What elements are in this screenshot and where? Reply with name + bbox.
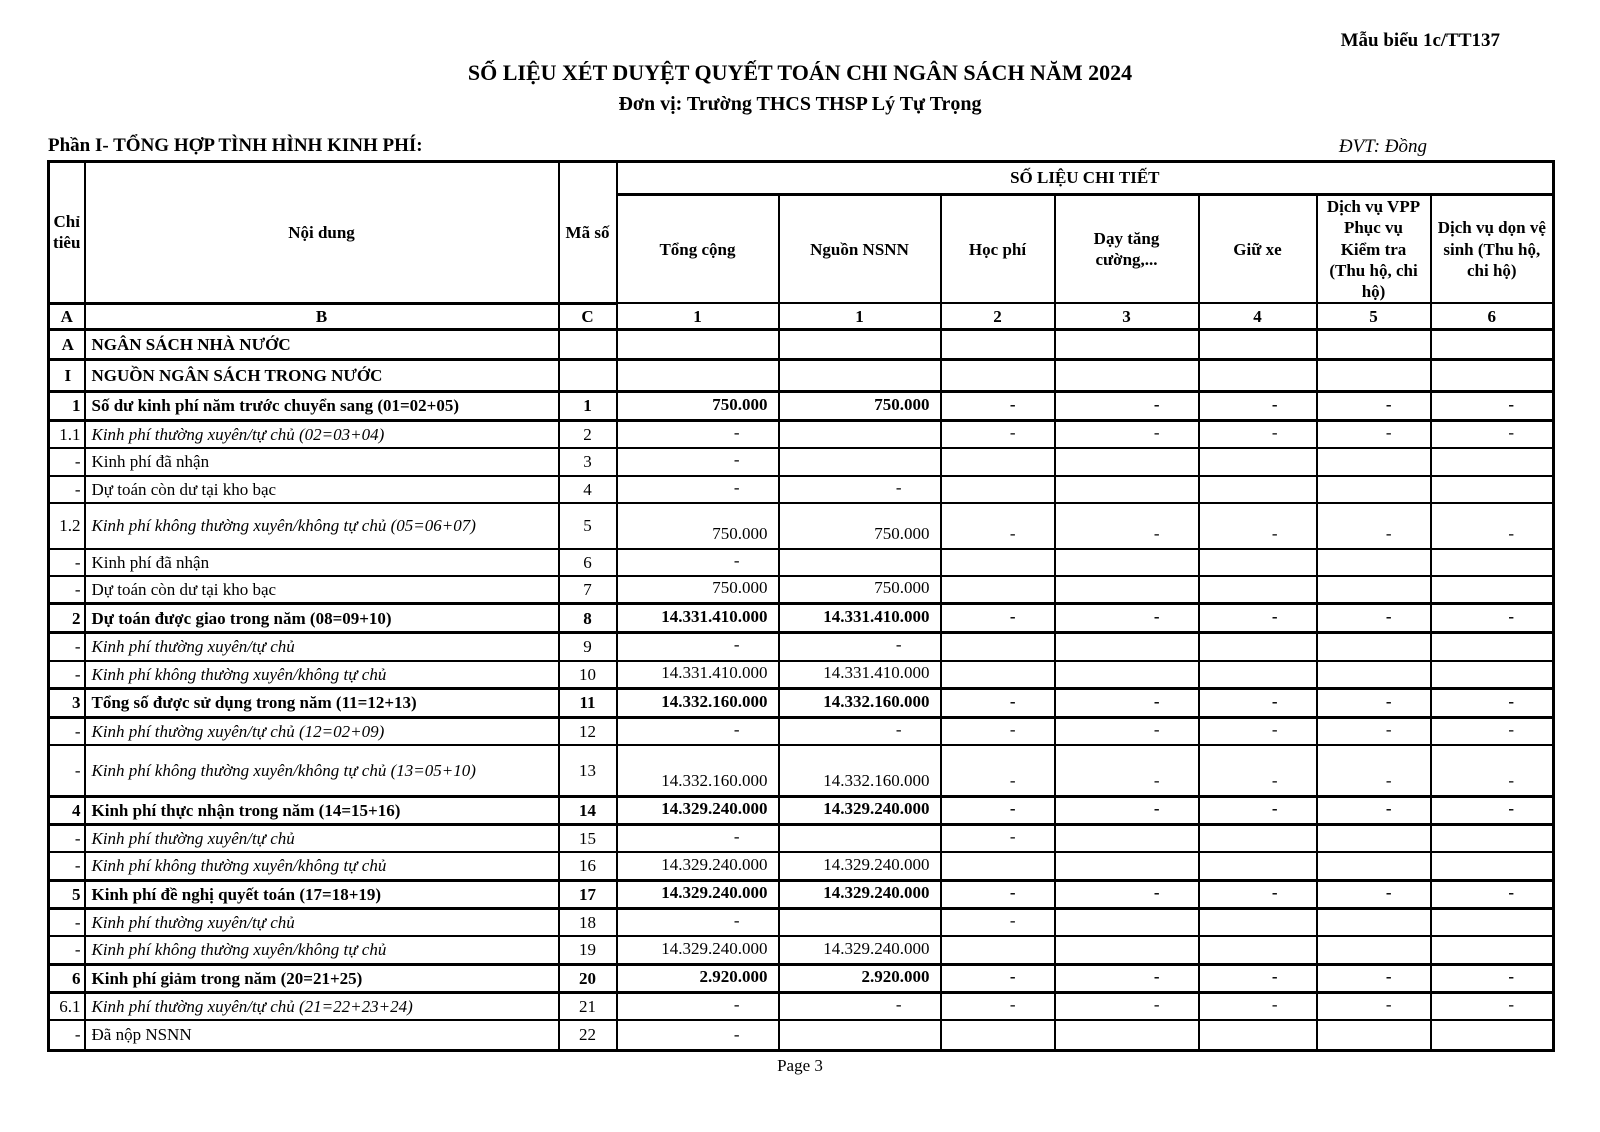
- row-label: Kinh phí thường xuyên/tự chủ: [85, 633, 559, 661]
- cell-tong-cong: 14.329.240.000: [617, 852, 779, 880]
- table-row: [49, 448, 1554, 475]
- table-row: [49, 825, 1554, 853]
- cell-dich-vu-vpp: [1317, 330, 1431, 360]
- table-row: [49, 330, 1554, 360]
- cell-day-tang-cuong: [1055, 825, 1199, 853]
- row-label: Kinh phí thường xuyên/tự chủ (12=02+09): [85, 718, 559, 746]
- cell-day-tang-cuong: [1055, 1020, 1199, 1050]
- cell-giu-xe: [1199, 633, 1317, 661]
- cell-hoc-phi: [941, 633, 1055, 661]
- cell-giu-xe: -: [1199, 745, 1317, 796]
- row-label: Kinh phí giảm trong năm (20=21+25): [85, 964, 559, 992]
- cell-tong-cong: [617, 330, 779, 360]
- unit-subtitle: Đơn vị: Trường THCS THSP Lý Tự Trọng: [618, 93, 982, 115]
- cell-nguon-nsnn: 14.332.160.000: [779, 745, 941, 796]
- row-label: Kinh phí không thường xuyên/không tự chủ: [85, 852, 559, 880]
- cell-giu-xe: [1199, 936, 1317, 964]
- cell-hoc-phi: -: [941, 993, 1055, 1021]
- cell-dich-vu-don-ve-sinh: -: [1431, 964, 1554, 992]
- cell-tong-cong: -: [617, 718, 779, 746]
- cell-nguon-nsnn: [779, 549, 941, 576]
- header-dich-vu-don-ve-sinh: Dịch vụ dọn vệ sinh (Thu hộ, chi hộ): [1431, 195, 1554, 304]
- cell-dich-vu-don-ve-sinh: [1431, 661, 1554, 689]
- cell-tong-cong: 14.332.160.000: [617, 745, 779, 796]
- cell-day-tang-cuong: -: [1055, 604, 1199, 633]
- row-label: Kinh phí không thường xuyên/không tự chủ (13=05+10): [85, 745, 559, 796]
- index-b: B: [85, 303, 559, 329]
- cell-nguon-nsnn: -: [779, 718, 941, 746]
- table-row: [49, 993, 1554, 1021]
- cell-nguon-nsnn: 14.331.410.000: [779, 661, 941, 689]
- index-1b: 1: [779, 303, 941, 329]
- row-code: 11: [559, 689, 617, 718]
- table-body: [49, 330, 1554, 1051]
- row-code: 13: [559, 745, 617, 796]
- cell-dich-vu-vpp: -: [1317, 392, 1431, 421]
- row-code: 3: [559, 448, 617, 475]
- cell-day-tang-cuong: [1055, 360, 1199, 392]
- cell-nguon-nsnn: -: [779, 476, 941, 503]
- page-number: Page 3: [777, 1056, 823, 1075]
- cell-day-tang-cuong: -: [1055, 993, 1199, 1021]
- row-indicator: 1.1: [49, 421, 85, 449]
- row-label: Dự toán còn dư tại kho bạc: [85, 576, 559, 604]
- row-indicator: -: [49, 549, 85, 576]
- cell-giu-xe: [1199, 476, 1317, 503]
- table-row: [49, 718, 1554, 746]
- cell-hoc-phi: -: [941, 796, 1055, 824]
- cell-tong-cong: 2.920.000: [617, 964, 779, 992]
- cell-dich-vu-vpp: [1317, 661, 1431, 689]
- row-indicator: -: [49, 448, 85, 475]
- row-code: 21: [559, 993, 617, 1021]
- row-label: Kinh phí đã nhận: [85, 549, 559, 576]
- index-c: C: [559, 303, 617, 329]
- cell-hoc-phi: [941, 360, 1055, 392]
- cell-hoc-phi: [941, 576, 1055, 604]
- cell-dich-vu-don-ve-sinh: -: [1431, 796, 1554, 824]
- cell-hoc-phi: -: [941, 745, 1055, 796]
- cell-nguon-nsnn: -: [779, 633, 941, 661]
- cell-dich-vu-vpp: -: [1317, 796, 1431, 824]
- table-row: [49, 549, 1554, 576]
- table-row: [49, 633, 1554, 661]
- cell-giu-xe: [1199, 661, 1317, 689]
- cell-dich-vu-don-ve-sinh: [1431, 1020, 1554, 1050]
- cell-dich-vu-vpp: [1317, 633, 1431, 661]
- cell-day-tang-cuong: [1055, 936, 1199, 964]
- row-label: NGUỒN NGÂN SÁCH TRONG NƯỚC: [85, 360, 559, 392]
- index-2: 2: [941, 303, 1055, 329]
- cell-hoc-phi: -: [941, 689, 1055, 718]
- row-code: 12: [559, 718, 617, 746]
- cell-hoc-phi: -: [941, 909, 1055, 937]
- index-6: 6: [1431, 303, 1554, 329]
- cell-dich-vu-don-ve-sinh: -: [1431, 745, 1554, 796]
- cell-dich-vu-don-ve-sinh: -: [1431, 880, 1554, 908]
- index-a: A: [49, 303, 85, 329]
- cell-dich-vu-vpp: -: [1317, 745, 1431, 796]
- index-1a: 1: [617, 303, 779, 329]
- cell-tong-cong: -: [617, 993, 779, 1021]
- cell-dich-vu-don-ve-sinh: [1431, 549, 1554, 576]
- cell-dich-vu-vpp: -: [1317, 604, 1431, 633]
- table-row: [49, 604, 1554, 633]
- row-indicator: 1.2: [49, 503, 85, 549]
- cell-hoc-phi: -: [941, 421, 1055, 449]
- header-tong-cong: Tổng cộng: [617, 195, 779, 304]
- cell-day-tang-cuong: [1055, 909, 1199, 937]
- row-indicator: -: [49, 661, 85, 689]
- cell-giu-xe: -: [1199, 689, 1317, 718]
- header-hoc-phi: Học phí: [941, 195, 1055, 304]
- cell-hoc-phi: -: [941, 604, 1055, 633]
- cell-tong-cong: -: [617, 909, 779, 937]
- row-code: [559, 330, 617, 360]
- row-code: 16: [559, 852, 617, 880]
- cell-day-tang-cuong: -: [1055, 392, 1199, 421]
- row-label: Dự toán được giao trong năm (08=09+10): [85, 604, 559, 633]
- cell-giu-xe: -: [1199, 392, 1317, 421]
- header-chi-tieu: Chỉ tiêu: [49, 162, 85, 304]
- row-code: 10: [559, 661, 617, 689]
- cell-giu-xe: [1199, 330, 1317, 360]
- cell-dich-vu-vpp: -: [1317, 880, 1431, 908]
- cell-hoc-phi: -: [941, 964, 1055, 992]
- row-label: Kinh phí không thường xuyên/không tự chủ (05=06+07): [85, 503, 559, 549]
- column-index-row: [49, 303, 1554, 329]
- cell-hoc-phi: [941, 661, 1055, 689]
- cell-hoc-phi: [941, 549, 1055, 576]
- cell-dich-vu-don-ve-sinh: -: [1431, 392, 1554, 421]
- row-code: 20: [559, 964, 617, 992]
- cell-nguon-nsnn: [779, 448, 941, 475]
- cell-nguon-nsnn: [779, 909, 941, 937]
- cell-nguon-nsnn: [779, 421, 941, 449]
- cell-hoc-phi: -: [941, 825, 1055, 853]
- header-ma-so: Mã số: [559, 162, 617, 304]
- row-label: NGÂN SÁCH NHÀ NƯỚC: [85, 330, 559, 360]
- cell-nguon-nsnn: [779, 825, 941, 853]
- cell-dich-vu-don-ve-sinh: [1431, 633, 1554, 661]
- cell-dich-vu-don-ve-sinh: [1431, 936, 1554, 964]
- cell-dich-vu-vpp: [1317, 476, 1431, 503]
- cell-dich-vu-vpp: -: [1317, 993, 1431, 1021]
- cell-nguon-nsnn: -: [779, 993, 941, 1021]
- cell-tong-cong: 14.329.240.000: [617, 796, 779, 824]
- cell-giu-xe: [1199, 576, 1317, 604]
- index-5: 5: [1317, 303, 1431, 329]
- cell-giu-xe: -: [1199, 964, 1317, 992]
- table-row: [49, 852, 1554, 880]
- document-title: SỐ LIỆU XÉT DUYỆT QUYẾT TOÁN CHI NGÂN SÁCH NĂM 2024: [467, 60, 1133, 85]
- table-row: [49, 964, 1554, 992]
- row-indicator: -: [49, 718, 85, 746]
- cell-dich-vu-vpp: [1317, 936, 1431, 964]
- cell-dich-vu-don-ve-sinh: [1431, 576, 1554, 604]
- cell-day-tang-cuong: [1055, 576, 1199, 604]
- table-row: [49, 661, 1554, 689]
- row-indicator: 3: [49, 689, 85, 718]
- cell-giu-xe: [1199, 360, 1317, 392]
- row-label: Kinh phí thường xuyên/tự chủ (21=22+23+24): [85, 993, 559, 1021]
- row-label: Kinh phí thường xuyên/tự chủ: [85, 909, 559, 937]
- cell-dich-vu-don-ve-sinh: [1431, 330, 1554, 360]
- row-code: 5: [559, 503, 617, 549]
- table-row: [49, 880, 1554, 908]
- row-code: 8: [559, 604, 617, 633]
- cell-hoc-phi: [941, 476, 1055, 503]
- cell-day-tang-cuong: -: [1055, 718, 1199, 746]
- cell-dich-vu-vpp: [1317, 448, 1431, 475]
- row-code: 22: [559, 1020, 617, 1050]
- cell-giu-xe: [1199, 1020, 1317, 1050]
- table-row: [49, 796, 1554, 824]
- cell-giu-xe: -: [1199, 880, 1317, 908]
- cell-tong-cong: -: [617, 1020, 779, 1050]
- table-row: [49, 476, 1554, 503]
- cell-tong-cong: -: [617, 825, 779, 853]
- cell-dich-vu-don-ve-sinh: [1431, 909, 1554, 937]
- row-indicator: -: [49, 1020, 85, 1050]
- cell-hoc-phi: -: [941, 503, 1055, 549]
- row-code: 14: [559, 796, 617, 824]
- row-code: 18: [559, 909, 617, 937]
- cell-dich-vu-vpp: [1317, 825, 1431, 853]
- cell-tong-cong: 14.331.410.000: [617, 661, 779, 689]
- header-so-lieu-chi-tiet: SỐ LIỆU CHI TIẾT: [617, 162, 1554, 195]
- cell-dich-vu-don-ve-sinh: [1431, 825, 1554, 853]
- cell-hoc-phi: [941, 852, 1055, 880]
- row-indicator: -: [49, 936, 85, 964]
- cell-day-tang-cuong: [1055, 852, 1199, 880]
- row-indicator: -: [49, 825, 85, 853]
- cell-tong-cong: [617, 360, 779, 392]
- row-code: 7: [559, 576, 617, 604]
- cell-giu-xe: [1199, 825, 1317, 853]
- row-label: Kinh phí thường xuyên/tự chủ: [85, 825, 559, 853]
- cell-giu-xe: [1199, 549, 1317, 576]
- row-label: Kinh phí đã nhận: [85, 448, 559, 475]
- cell-nguon-nsnn: 14.329.240.000: [779, 880, 941, 908]
- row-code: 4: [559, 476, 617, 503]
- cell-dich-vu-don-ve-sinh: -: [1431, 993, 1554, 1021]
- cell-tong-cong: -: [617, 549, 779, 576]
- cell-day-tang-cuong: -: [1055, 745, 1199, 796]
- row-indicator: A: [49, 330, 85, 360]
- cell-giu-xe: -: [1199, 993, 1317, 1021]
- row-label: Kinh phí thường xuyên/tự chủ (02=03+04): [85, 421, 559, 449]
- row-label: Số dư kinh phí năm trước chuyển sang (01=02+05): [85, 392, 559, 421]
- cell-dich-vu-vpp: -: [1317, 503, 1431, 549]
- cell-hoc-phi: [941, 1020, 1055, 1050]
- row-indicator: 4: [49, 796, 85, 824]
- cell-nguon-nsnn: 14.332.160.000: [779, 689, 941, 718]
- cell-hoc-phi: -: [941, 880, 1055, 908]
- cell-dich-vu-vpp: [1317, 909, 1431, 937]
- header-dich-vu-vpp: Dịch vụ VPP Phục vụ Kiểm tra (Thu hộ, chi hộ): [1317, 195, 1431, 304]
- row-label: Kinh phí không thường xuyên/không tự chủ: [85, 936, 559, 964]
- row-indicator: 5: [49, 880, 85, 908]
- table-row: [49, 909, 1554, 937]
- row-indicator: 1: [49, 392, 85, 421]
- cell-day-tang-cuong: -: [1055, 880, 1199, 908]
- row-label: Kinh phí đề nghị quyết toán (17=18+19): [85, 880, 559, 908]
- header-noi-dung: Nội dung: [85, 162, 559, 304]
- row-indicator: -: [49, 633, 85, 661]
- row-code: 15: [559, 825, 617, 853]
- row-indicator: -: [49, 745, 85, 796]
- header-nguon-nsnn: Nguồn NSNN: [779, 195, 941, 304]
- cell-tong-cong: -: [617, 633, 779, 661]
- cell-dich-vu-don-ve-sinh: -: [1431, 421, 1554, 449]
- cell-nguon-nsnn: 750.000: [779, 503, 941, 549]
- cell-dich-vu-don-ve-sinh: [1431, 476, 1554, 503]
- row-code: [559, 360, 617, 392]
- row-indicator: -: [49, 852, 85, 880]
- cell-dich-vu-vpp: [1317, 360, 1431, 392]
- cell-hoc-phi: -: [941, 392, 1055, 421]
- currency-unit-note: ĐVT: Đồng: [1338, 136, 1427, 157]
- cell-dich-vu-don-ve-sinh: -: [1431, 503, 1554, 549]
- cell-day-tang-cuong: [1055, 476, 1199, 503]
- table-row: [49, 360, 1554, 392]
- cell-tong-cong: 14.332.160.000: [617, 689, 779, 718]
- row-code: 6: [559, 549, 617, 576]
- row-indicator: 6.1: [49, 993, 85, 1021]
- table-row: [49, 745, 1554, 796]
- cell-tong-cong: 750.000: [617, 392, 779, 421]
- table-row: [49, 576, 1554, 604]
- row-code: 19: [559, 936, 617, 964]
- cell-giu-xe: -: [1199, 604, 1317, 633]
- cell-dich-vu-vpp: -: [1317, 689, 1431, 718]
- cell-nguon-nsnn: 14.329.240.000: [779, 852, 941, 880]
- cell-dich-vu-vpp: -: [1317, 964, 1431, 992]
- cell-tong-cong: -: [617, 421, 779, 449]
- cell-day-tang-cuong: [1055, 633, 1199, 661]
- cell-dich-vu-vpp: [1317, 549, 1431, 576]
- cell-day-tang-cuong: [1055, 661, 1199, 689]
- row-code: 17: [559, 880, 617, 908]
- table-header: [49, 162, 1554, 330]
- cell-giu-xe: -: [1199, 503, 1317, 549]
- cell-giu-xe: -: [1199, 796, 1317, 824]
- cell-giu-xe: -: [1199, 421, 1317, 449]
- cell-nguon-nsnn: 14.331.410.000: [779, 604, 941, 633]
- row-indicator: 6: [49, 964, 85, 992]
- cell-nguon-nsnn: [779, 330, 941, 360]
- cell-giu-xe: -: [1199, 718, 1317, 746]
- cell-nguon-nsnn: 750.000: [779, 392, 941, 421]
- cell-tong-cong: 14.331.410.000: [617, 604, 779, 633]
- cell-dich-vu-don-ve-sinh: -: [1431, 718, 1554, 746]
- cell-nguon-nsnn: [779, 1020, 941, 1050]
- cell-hoc-phi: [941, 936, 1055, 964]
- cell-giu-xe: [1199, 448, 1317, 475]
- cell-tong-cong: 750.000: [617, 576, 779, 604]
- cell-dich-vu-don-ve-sinh: [1431, 360, 1554, 392]
- index-3: 3: [1055, 303, 1199, 329]
- cell-nguon-nsnn: 14.329.240.000: [779, 936, 941, 964]
- cell-day-tang-cuong: -: [1055, 421, 1199, 449]
- row-label: Kinh phí không thường xuyên/không tự chủ: [85, 661, 559, 689]
- row-label: Tổng số được sử dụng trong năm (11=12+13): [85, 689, 559, 718]
- cell-day-tang-cuong: [1055, 549, 1199, 576]
- cell-day-tang-cuong: -: [1055, 964, 1199, 992]
- cell-tong-cong: 14.329.240.000: [617, 880, 779, 908]
- row-code: 1: [559, 392, 617, 421]
- cell-tong-cong: -: [617, 476, 779, 503]
- cell-dich-vu-vpp: [1317, 576, 1431, 604]
- cell-nguon-nsnn: 750.000: [779, 576, 941, 604]
- cell-nguon-nsnn: 2.920.000: [779, 964, 941, 992]
- row-code: 9: [559, 633, 617, 661]
- table-row: [49, 421, 1554, 449]
- cell-day-tang-cuong: -: [1055, 796, 1199, 824]
- cell-nguon-nsnn: 14.329.240.000: [779, 796, 941, 824]
- index-4: 4: [1199, 303, 1317, 329]
- row-label: Dự toán còn dư tại kho bạc: [85, 476, 559, 503]
- cell-dich-vu-don-ve-sinh: -: [1431, 604, 1554, 633]
- table-row: [49, 1020, 1554, 1050]
- cell-dich-vu-vpp: -: [1317, 718, 1431, 746]
- row-indicator: 2: [49, 604, 85, 633]
- cell-hoc-phi: -: [941, 718, 1055, 746]
- row-code: 2: [559, 421, 617, 449]
- table-row: [49, 936, 1554, 964]
- cell-dich-vu-don-ve-sinh: -: [1431, 689, 1554, 718]
- cell-tong-cong: -: [617, 448, 779, 475]
- table-row: [49, 689, 1554, 718]
- section-heading: Phần I- TỔNG HỢP TÌNH HÌNH KINH PHÍ:: [48, 135, 423, 156]
- cell-day-tang-cuong: -: [1055, 503, 1199, 549]
- form-code-label: Mẫu biểu 1c/TT137: [1340, 30, 1500, 51]
- budget-settlement-table: [47, 160, 1555, 1052]
- cell-dich-vu-vpp: [1317, 1020, 1431, 1050]
- cell-dich-vu-vpp: -: [1317, 421, 1431, 449]
- cell-tong-cong: 14.329.240.000: [617, 936, 779, 964]
- cell-dich-vu-don-ve-sinh: [1431, 448, 1554, 475]
- cell-day-tang-cuong: [1055, 448, 1199, 475]
- cell-day-tang-cuong: [1055, 330, 1199, 360]
- cell-day-tang-cuong: -: [1055, 689, 1199, 718]
- cell-nguon-nsnn: [779, 360, 941, 392]
- cell-tong-cong: 750.000: [617, 503, 779, 549]
- row-indicator: -: [49, 909, 85, 937]
- row-indicator: I: [49, 360, 85, 392]
- table-row: [49, 392, 1554, 421]
- cell-giu-xe: [1199, 909, 1317, 937]
- table-row: [49, 503, 1554, 549]
- row-indicator: -: [49, 476, 85, 503]
- row-label: Kinh phí thực nhận trong năm (14=15+16): [85, 796, 559, 824]
- cell-dich-vu-don-ve-sinh: [1431, 852, 1554, 880]
- header-day-tang-cuong: Dạy tăng cường,...: [1055, 195, 1199, 304]
- row-indicator: -: [49, 576, 85, 604]
- header-giu-xe: Giữ xe: [1199, 195, 1317, 304]
- cell-giu-xe: [1199, 852, 1317, 880]
- row-label: Đã nộp NSNN: [85, 1020, 559, 1050]
- cell-dich-vu-vpp: [1317, 852, 1431, 880]
- cell-hoc-phi: [941, 448, 1055, 475]
- cell-hoc-phi: [941, 330, 1055, 360]
